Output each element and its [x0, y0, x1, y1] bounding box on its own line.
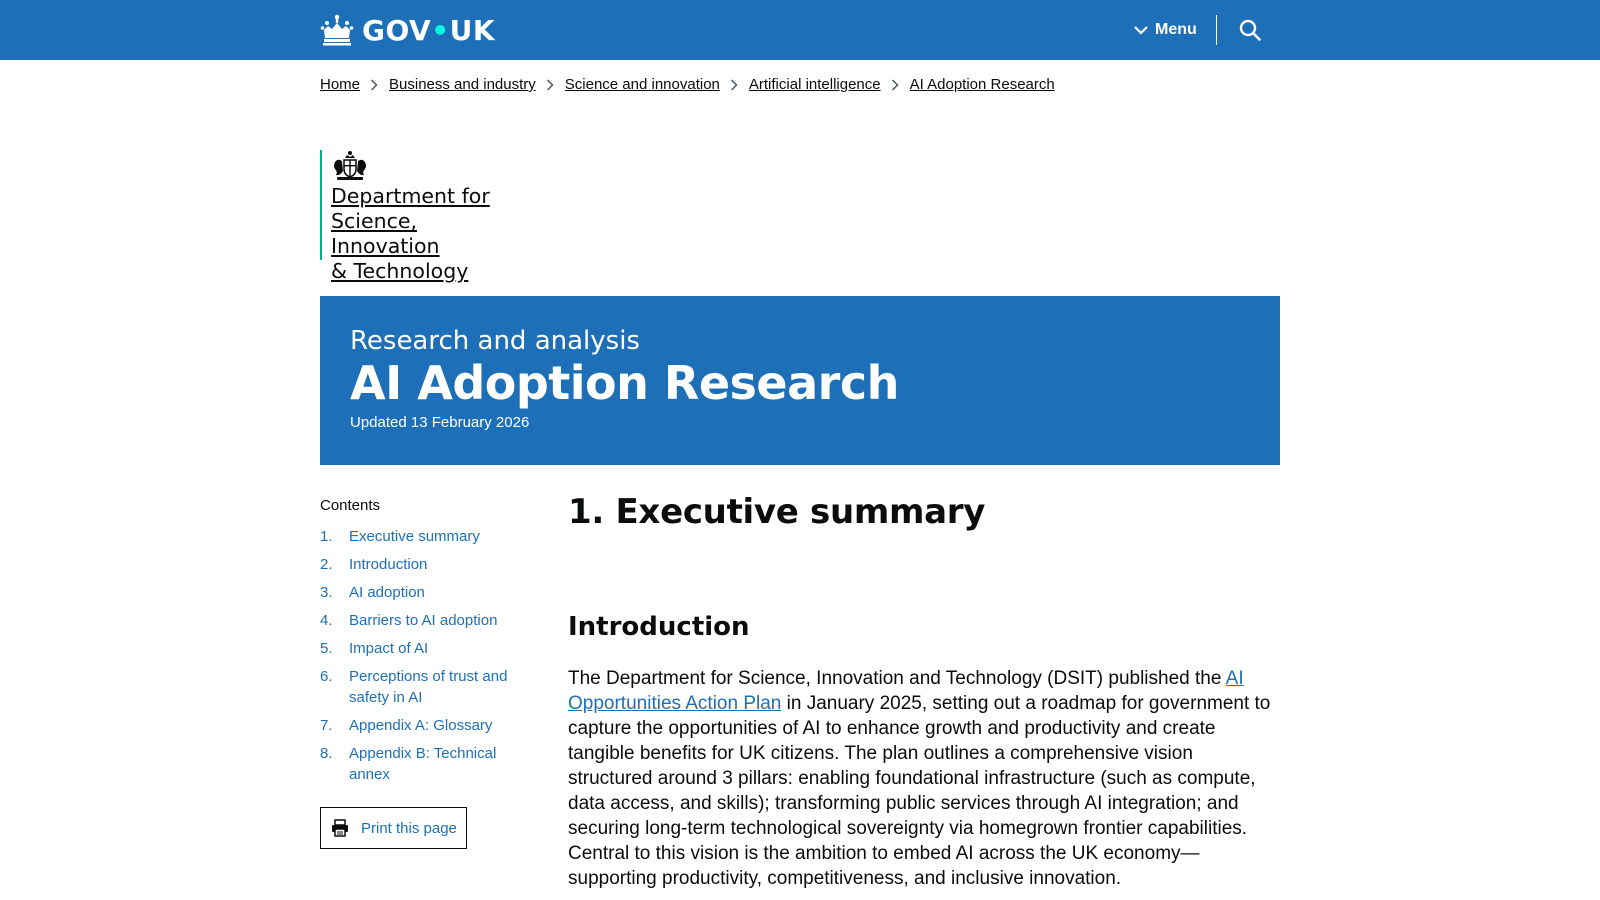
- toc-link-introduction[interactable]: Introduction: [349, 556, 428, 573]
- chevron-right-icon: [730, 79, 738, 91]
- document-type: Research and analysis: [350, 326, 640, 356]
- site-header: [0, 0, 1600, 60]
- para-text-before: The Department for Science, Innovation and Technology (DSIT) published the: [568, 668, 1226, 689]
- toc-link-barriers[interactable]: Barriers to AI adoption: [349, 612, 498, 629]
- org-name-line1: Department for: [331, 184, 490, 208]
- breadcrumb-business-and-industry[interactable]: Business and industry: [389, 76, 536, 93]
- toc-item-executive-summary: [320, 526, 540, 547]
- toc-link-ai-adoption[interactable]: AI adoption: [349, 584, 425, 601]
- breadcrumb-home[interactable]: Home: [320, 76, 361, 93]
- org-name-line3: & Technology: [331, 259, 469, 283]
- royal-coat-of-arms-icon: [331, 150, 369, 182]
- toc-number: 8.: [320, 745, 333, 762]
- print-label: Print this page: [361, 819, 457, 837]
- chevron-right-icon: [370, 79, 378, 91]
- contents-title: Contents: [320, 497, 381, 514]
- search-button[interactable]: [1238, 18, 1262, 42]
- logo-gov-text: GOV: [362, 13, 432, 47]
- chevron-right-icon: [546, 79, 554, 91]
- ai-opportunities-action-plan-link[interactable]: AI Opportunities Action Plan: [568, 668, 1244, 714]
- section-heading: 1. Executive summary: [568, 492, 986, 532]
- logo-dot: •: [431, 13, 450, 47]
- para-text-after: in January 2025, setting out a roadmap for government to capture the opportunities of AI to enhance growth and productivity and create tangible benefits for UK citizens. The plan outlines a comprehensive vision structured around 3 pillars: enabling foundational infrastructure (such as compute, data access, and skills); transforming public services through AI integration; and securing long-term technological sovereignty via homegrown frontier capabilities. Central to this vision is the ambition to embed AI across the UK economy—supporting productivity, competitiveness, and inclusive innovation.: [568, 693, 1271, 889]
- govuk-logo-text: [362, 14, 495, 47]
- toc-item-impact: [320, 638, 540, 659]
- toc-number: 3.: [320, 584, 333, 601]
- crown-icon: [320, 14, 354, 46]
- govuk-logo-link[interactable]: [320, 12, 495, 48]
- toc-link-technical-annex[interactable]: Appendix B: Technical annex: [349, 745, 497, 783]
- toc-item-ai-adoption: [320, 582, 540, 603]
- chevron-right-icon: [891, 79, 899, 91]
- organisation-logo: [320, 150, 520, 283]
- breadcrumb: [320, 76, 1055, 93]
- updated-date: Updated 13 February 2026: [350, 414, 530, 431]
- toc-number: 4.: [320, 612, 333, 629]
- menu-label: Menu: [1155, 21, 1197, 38]
- breadcrumb-ai-adoption-research[interactable]: AI Adoption Research: [909, 76, 1055, 93]
- main-content: [568, 492, 1280, 889]
- page-title: AI Adoption Research: [350, 356, 899, 410]
- search-icon: [1238, 18, 1262, 42]
- contents-list: [320, 497, 540, 792]
- toc-link-trust-and-safety[interactable]: Perceptions of trust and safety in AI: [349, 668, 508, 706]
- toc-item-introduction: [320, 554, 540, 575]
- toc-number: 5.: [320, 640, 333, 657]
- toc-number: 2.: [320, 556, 333, 573]
- menu-button[interactable]: [1134, 16, 1197, 44]
- header-divider: [1216, 15, 1217, 45]
- subsection-heading: Introduction: [568, 612, 750, 642]
- breadcrumb-artificial-intelligence[interactable]: Artificial intelligence: [748, 76, 881, 93]
- toc-link-executive-summary[interactable]: Executive summary: [349, 528, 480, 545]
- body-paragraph: [568, 666, 1280, 891]
- org-name-line2: Science, Innovation: [331, 209, 440, 258]
- print-button[interactable]: [320, 807, 467, 849]
- toc-number: 1.: [320, 528, 333, 545]
- breadcrumb-science-and-innovation[interactable]: Science and innovation: [564, 76, 720, 93]
- chevron-down-icon: [1134, 25, 1148, 35]
- title-banner: [320, 296, 1280, 465]
- toc-list: [320, 526, 540, 785]
- toc-item-glossary: [320, 715, 540, 736]
- toc-number: 6.: [320, 668, 333, 685]
- toc-number: 7.: [320, 717, 333, 734]
- toc-link-impact[interactable]: Impact of AI: [349, 640, 429, 657]
- toc-item-trust-and-safety: [320, 666, 540, 708]
- organisation-link[interactable]: [331, 184, 520, 284]
- toc-item-technical-annex: [320, 743, 540, 785]
- toc-item-barriers: [320, 610, 540, 631]
- header-container: [320, 0, 1280, 60]
- printer-icon: [331, 819, 349, 837]
- toc-link-glossary[interactable]: Appendix A: Glossary: [349, 717, 493, 734]
- logo-uk-text: UK: [449, 13, 496, 47]
